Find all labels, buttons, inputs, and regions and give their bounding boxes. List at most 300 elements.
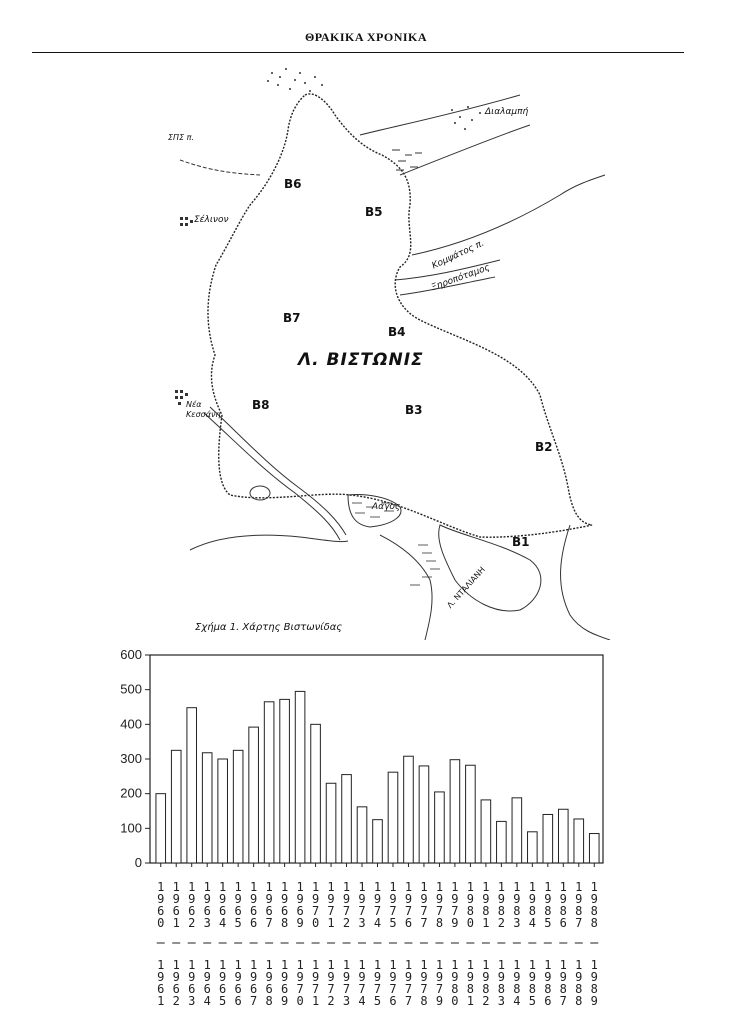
x-tick-label: 1 bbox=[311, 994, 320, 1008]
x-tick-label: 9 bbox=[327, 892, 335, 906]
x-tick-label: 1 bbox=[544, 880, 552, 894]
x-tick-label: 8 bbox=[466, 904, 475, 918]
x-tick-label: 1 bbox=[265, 958, 273, 972]
x-tick-label: 7 bbox=[404, 982, 413, 996]
lake-map bbox=[100, 55, 620, 640]
bar bbox=[233, 750, 243, 863]
x-tick-label: 1 bbox=[250, 958, 258, 972]
x-tick-label: 7 bbox=[342, 904, 351, 918]
x-tick-label: 1 bbox=[157, 958, 165, 972]
bar bbox=[512, 798, 522, 863]
x-tick-label: 9 bbox=[559, 970, 567, 984]
x-tick-label: 6 bbox=[219, 982, 227, 996]
x-tick-label: 5 bbox=[389, 916, 397, 930]
bar bbox=[264, 702, 274, 863]
bar bbox=[481, 800, 491, 863]
bar bbox=[466, 765, 476, 863]
x-tick-label: 1 bbox=[389, 958, 397, 972]
x-tick-label: 8 bbox=[482, 982, 490, 996]
northeast-river-2 bbox=[400, 125, 530, 175]
x-tick-label: 1 bbox=[157, 994, 165, 1008]
bar bbox=[249, 727, 259, 863]
x-tick-label: 3 bbox=[358, 916, 366, 930]
x-tick-label: 7 bbox=[420, 904, 428, 918]
x-tick-label: 6 bbox=[234, 994, 242, 1008]
x-tick-label: 9 bbox=[482, 892, 490, 906]
x-tick-label: 8 bbox=[497, 982, 505, 996]
x-tick-label: 1 bbox=[497, 958, 505, 972]
x-tick-label: 1 bbox=[482, 880, 490, 894]
x-tick-label: 9 bbox=[404, 892, 413, 906]
x-tick-label: 8 bbox=[528, 982, 536, 996]
x-tick-label: 6 bbox=[219, 904, 227, 918]
x-tick-label: 4 bbox=[203, 994, 211, 1008]
x-tick-label: 9 bbox=[435, 892, 444, 906]
x-tick-label: 6 bbox=[265, 904, 273, 918]
x-tick-label: 0 bbox=[157, 916, 165, 930]
x-tick-label: 9 bbox=[219, 892, 227, 906]
x-tick-label: 1 bbox=[342, 880, 351, 894]
x-tick-label: 4 bbox=[358, 994, 366, 1008]
map-caption: Σχήμα 1. Χάρτης Βιστωνίδας bbox=[195, 622, 343, 633]
y-tick-label: 100 bbox=[120, 820, 142, 836]
x-tick-label: 7 bbox=[373, 904, 382, 918]
x-tick-label: 1 bbox=[327, 916, 335, 930]
x-tick-label: 9 bbox=[404, 970, 413, 984]
x-tick-label: 2 bbox=[497, 916, 505, 930]
x-tick-label: 8 bbox=[280, 916, 289, 930]
station-b4-label: B4 bbox=[388, 325, 406, 339]
bar-chart bbox=[95, 640, 615, 1015]
x-tick-label: 2 bbox=[482, 994, 490, 1008]
x-tick-label: 8 bbox=[466, 982, 475, 996]
x-tick-label: 6 bbox=[250, 982, 258, 996]
x-tick-label: 1 bbox=[188, 958, 196, 972]
x-tick-label: 3 bbox=[342, 994, 351, 1008]
x-tick-label: 7 bbox=[373, 982, 382, 996]
x-tick-label: 0 bbox=[451, 994, 459, 1008]
x-tick-label: 6 bbox=[544, 994, 552, 1008]
bar bbox=[589, 834, 599, 863]
x-tick-label: 6 bbox=[172, 982, 180, 996]
x-tick-label: 1 bbox=[451, 958, 459, 972]
x-tick-label: 7 bbox=[342, 982, 351, 996]
x-tick-label: 9 bbox=[528, 970, 536, 984]
x-tick-label: 1 bbox=[435, 958, 444, 972]
bar bbox=[280, 699, 290, 863]
x-tick-label: 9 bbox=[250, 970, 258, 984]
x-tick-label: 1 bbox=[404, 880, 413, 894]
x-tick-label: 7 bbox=[358, 904, 366, 918]
x-tick-label: 7 bbox=[451, 904, 459, 918]
x-tick-label: 7 bbox=[420, 982, 428, 996]
x-tick-label: 9 bbox=[219, 970, 227, 984]
x-tick-label: 1 bbox=[420, 958, 428, 972]
x-tick-label: 9 bbox=[544, 892, 552, 906]
x-tick-label: 9 bbox=[528, 892, 536, 906]
x-tick-label: 7 bbox=[358, 982, 366, 996]
x-tick-label: 1 bbox=[250, 880, 258, 894]
x-tick-label: 1 bbox=[482, 958, 490, 972]
x-tick-label: 6 bbox=[296, 904, 304, 918]
road-label: ΣΠΣ π. bbox=[168, 133, 195, 142]
x-tick-label: 7 bbox=[404, 904, 413, 918]
x-tick-label: 8 bbox=[559, 982, 567, 996]
x-tick-label: 9 bbox=[172, 970, 180, 984]
x-tick-label: 7 bbox=[404, 994, 413, 1008]
x-tick-label: 8 bbox=[497, 904, 505, 918]
x-tick-label: 2 bbox=[342, 916, 351, 930]
x-tick-label: 9 bbox=[590, 994, 598, 1008]
x-tick-label: 1 bbox=[296, 958, 304, 972]
x-tick-label: 9 bbox=[280, 994, 289, 1008]
x-tick-label: 1 bbox=[513, 958, 521, 972]
x-tick-label: 8 bbox=[513, 904, 521, 918]
x-tick-label: 9 bbox=[451, 970, 459, 984]
journal-header: ΘΡΑΚΙΚΑ ΧΡΟΝΙΚΑ bbox=[304, 30, 428, 44]
x-tick-label: 5 bbox=[219, 994, 227, 1008]
x-tick-label: 7 bbox=[420, 916, 428, 930]
x-tick-label: 9 bbox=[234, 892, 242, 906]
x-tick-label: 9 bbox=[265, 892, 273, 906]
x-tick-label: 4 bbox=[513, 994, 521, 1008]
x-tick-label: 3 bbox=[497, 994, 505, 1008]
y-tick-label: 200 bbox=[120, 785, 142, 801]
lagos-label: Λάγος bbox=[372, 502, 401, 512]
x-tick-label: 1 bbox=[466, 880, 475, 894]
x-tick-label: 8 bbox=[575, 982, 583, 996]
x-tick-label: 8 bbox=[590, 982, 598, 996]
station-b7-label: B7 bbox=[283, 311, 301, 325]
x-tick-label: 9 bbox=[311, 970, 320, 984]
x-tick-label: 5 bbox=[528, 994, 536, 1008]
bar bbox=[543, 814, 553, 863]
x-tick-label: 1 bbox=[404, 958, 413, 972]
x-tick-label: 9 bbox=[296, 916, 304, 930]
x-tick-label: 1 bbox=[311, 958, 320, 972]
x-tick-label: 1 bbox=[327, 958, 335, 972]
north-marsh bbox=[267, 68, 323, 92]
x-tick-label: 1 bbox=[219, 880, 227, 894]
x-tick-label: 6 bbox=[404, 916, 413, 930]
x-tick-label: 9 bbox=[590, 892, 598, 906]
bar bbox=[373, 820, 383, 863]
east-stream bbox=[412, 175, 605, 255]
x-tick-label: 7 bbox=[250, 994, 258, 1008]
x-tick-label: 1 bbox=[311, 880, 320, 894]
dialampi-label: Διαλαμπή bbox=[485, 107, 529, 117]
selinon-village bbox=[180, 217, 193, 226]
bar bbox=[311, 724, 321, 863]
x-tick-label: 1 bbox=[559, 958, 567, 972]
x-tick-label: 8 bbox=[590, 904, 598, 918]
x-tick-label: 9 bbox=[590, 970, 598, 984]
x-tick-label: 1 bbox=[528, 958, 536, 972]
x-tick-label: 5 bbox=[373, 994, 382, 1008]
bar bbox=[388, 772, 398, 863]
x-tick-label: 9 bbox=[420, 892, 428, 906]
x-tick-label: 8 bbox=[575, 904, 583, 918]
x-tick-label: 6 bbox=[250, 904, 258, 918]
x-tick-label: 1 bbox=[280, 880, 289, 894]
x-tick-label: 1 bbox=[234, 880, 242, 894]
x-tick-label: 9 bbox=[451, 892, 459, 906]
bar bbox=[202, 753, 212, 863]
x-tick-label: 9 bbox=[296, 970, 304, 984]
x-tick-label: 9 bbox=[466, 970, 475, 984]
x-tick-label: 9 bbox=[513, 892, 521, 906]
northwest-road bbox=[180, 160, 260, 175]
bar bbox=[218, 759, 228, 863]
x-tick-label: 6 bbox=[157, 904, 165, 918]
x-tick-label: 1 bbox=[172, 916, 180, 930]
x-tick-label: 1 bbox=[575, 880, 583, 894]
x-tick-label: 1 bbox=[342, 958, 351, 972]
x-tick-label: 1 bbox=[280, 958, 289, 972]
x-tick-label: 1 bbox=[590, 880, 598, 894]
x-tick-label: 8 bbox=[482, 904, 490, 918]
x-tick-label: 9 bbox=[544, 970, 552, 984]
y-tick-label: 400 bbox=[120, 716, 142, 732]
bar bbox=[342, 775, 352, 863]
x-tick-label: 1 bbox=[219, 958, 227, 972]
x-tick-label: 6 bbox=[234, 904, 242, 918]
y-tick-label: 600 bbox=[120, 647, 142, 662]
station-b1-label: B1 bbox=[512, 535, 530, 549]
bar bbox=[558, 809, 568, 863]
x-tick-label: 8 bbox=[544, 904, 552, 918]
x-tick-label: 7 bbox=[559, 994, 567, 1008]
lake-shoreline bbox=[208, 94, 592, 537]
station-b8-label: B8 bbox=[252, 398, 270, 412]
x-tick-label: 9 bbox=[157, 970, 165, 984]
x-tick-label: 9 bbox=[327, 970, 335, 984]
x-tick-label: 7 bbox=[389, 982, 397, 996]
lagoon-channel bbox=[380, 535, 432, 640]
x-tick-label: 8 bbox=[265, 994, 273, 1008]
station-b3-label: B3 bbox=[405, 403, 423, 417]
x-tick-label: 9 bbox=[373, 892, 382, 906]
bar bbox=[574, 819, 584, 863]
xeropotamos-label: Ξηροπόταμος bbox=[430, 262, 492, 294]
x-tick-label: 9 bbox=[234, 970, 242, 984]
x-tick-label: 1 bbox=[358, 880, 366, 894]
header-rule bbox=[32, 52, 684, 53]
x-tick-label: 9 bbox=[389, 892, 397, 906]
x-tick-label: 9 bbox=[451, 916, 459, 930]
x-tick-label: 6 bbox=[265, 982, 273, 996]
x-tick-label: 6 bbox=[389, 994, 397, 1008]
bar bbox=[497, 821, 507, 863]
x-tick-label: 7 bbox=[435, 904, 444, 918]
x-tick-label: 1 bbox=[203, 958, 211, 972]
x-tick-label: 7 bbox=[265, 916, 273, 930]
x-tick-label: 8 bbox=[544, 982, 552, 996]
x-tick-label: 9 bbox=[188, 970, 196, 984]
x-tick-label: 9 bbox=[513, 970, 521, 984]
x-tick-label: 9 bbox=[497, 892, 505, 906]
x-tick-label: 6 bbox=[203, 904, 211, 918]
x-tick-label: 9 bbox=[203, 970, 211, 984]
x-tick-label: 9 bbox=[575, 970, 583, 984]
x-tick-label: 5 bbox=[234, 916, 242, 930]
bar bbox=[187, 708, 197, 863]
x-tick-label: 6 bbox=[188, 982, 196, 996]
bar bbox=[171, 750, 181, 863]
x-tick-label: 7 bbox=[327, 982, 335, 996]
station-b5-label: B5 bbox=[365, 205, 383, 219]
x-tick-label: 1 bbox=[497, 880, 505, 894]
lake-name-label: Λ. ΒΙΣΤΩΝΙΣ bbox=[298, 350, 424, 370]
bar bbox=[528, 832, 538, 863]
bar bbox=[326, 783, 336, 863]
x-tick-label: 7 bbox=[327, 904, 335, 918]
x-tick-label: 4 bbox=[219, 916, 227, 930]
x-tick-label: 7 bbox=[311, 904, 320, 918]
bar bbox=[435, 792, 445, 863]
x-tick-label: 9 bbox=[280, 892, 289, 906]
x-tick-label: 8 bbox=[513, 982, 521, 996]
south-marsh-hatch bbox=[410, 545, 440, 585]
x-tick-label: 9 bbox=[559, 892, 567, 906]
bar bbox=[419, 766, 429, 863]
x-tick-label: 1 bbox=[451, 880, 459, 894]
x-tick-label: 1 bbox=[590, 958, 598, 972]
x-tick-label: 8 bbox=[435, 916, 444, 930]
x-tick-label: 8 bbox=[420, 994, 428, 1008]
x-tick-label: 9 bbox=[358, 970, 366, 984]
west-coast-line bbox=[210, 407, 346, 535]
x-tick-label: 7 bbox=[296, 982, 304, 996]
x-tick-label: 9 bbox=[435, 994, 444, 1008]
south-coast bbox=[561, 525, 610, 640]
selinon-label: Σέλινον bbox=[194, 215, 229, 225]
x-tick-label: 3 bbox=[203, 916, 211, 930]
x-tick-label: 1 bbox=[544, 958, 552, 972]
x-tick-label: 9 bbox=[358, 892, 366, 906]
x-tick-label: 9 bbox=[466, 892, 475, 906]
x-tick-label: 6 bbox=[280, 904, 289, 918]
bar bbox=[295, 691, 305, 863]
x-tick-label: 1 bbox=[172, 880, 180, 894]
x-tick-label: 9 bbox=[482, 970, 490, 984]
x-tick-label: 0 bbox=[466, 916, 475, 930]
x-tick-label: 9 bbox=[342, 970, 351, 984]
x-tick-label: 9 bbox=[250, 892, 258, 906]
x-tick-label: 6 bbox=[172, 904, 180, 918]
west-coast-line-2 bbox=[204, 413, 340, 540]
x-tick-label: 9 bbox=[435, 970, 444, 984]
x-tick-label: 6 bbox=[203, 982, 211, 996]
x-tick-label: 1 bbox=[327, 880, 335, 894]
x-tick-label: 4 bbox=[528, 916, 536, 930]
x-tick-label: 1 bbox=[373, 880, 382, 894]
x-tick-label: 1 bbox=[466, 994, 475, 1008]
map-drawing bbox=[100, 55, 620, 640]
y-tick-label: 500 bbox=[120, 681, 142, 697]
x-tick-label: 9 bbox=[497, 970, 505, 984]
x-tick-label: 1 bbox=[513, 880, 521, 894]
bar bbox=[156, 794, 166, 863]
x-tick-label: 7 bbox=[311, 982, 320, 996]
x-tick-label: 6 bbox=[559, 916, 567, 930]
x-tick-label: 7 bbox=[575, 916, 583, 930]
x-tick-label: 2 bbox=[188, 916, 196, 930]
x-tick-label: 5 bbox=[544, 916, 552, 930]
x-tick-label: 1 bbox=[358, 958, 366, 972]
y-tick-label: 0 bbox=[134, 855, 142, 870]
x-tick-label: 1 bbox=[466, 958, 475, 972]
east-marsh bbox=[392, 150, 422, 170]
x-tick-label: 9 bbox=[296, 892, 304, 906]
x-tick-label: 6 bbox=[157, 982, 165, 996]
x-tick-label: 1 bbox=[234, 958, 242, 972]
southwest-road bbox=[190, 535, 348, 550]
bar bbox=[404, 756, 414, 863]
bar bbox=[357, 807, 367, 863]
x-tick-label: 9 bbox=[575, 892, 583, 906]
x-tick-label: 1 bbox=[420, 880, 428, 894]
x-tick-label: 1 bbox=[157, 880, 165, 894]
x-tick-label: 9 bbox=[420, 970, 428, 984]
x-tick-label: 8 bbox=[559, 904, 567, 918]
x-tick-label: 1 bbox=[435, 880, 444, 894]
x-tick-label: 9 bbox=[203, 892, 211, 906]
x-tick-label: 1 bbox=[188, 880, 196, 894]
x-tick-label: 9 bbox=[311, 892, 320, 906]
x-tick-label: 7 bbox=[389, 904, 397, 918]
x-tick-label: 8 bbox=[528, 904, 536, 918]
x-tick-label: 1 bbox=[389, 880, 397, 894]
x-tick-label: 6 bbox=[280, 982, 289, 996]
kompsatos-label: Κομψάτος π. bbox=[430, 238, 486, 272]
ntaliani-label: Λ. ΝΤΑΛΙΑΝΗ bbox=[445, 565, 487, 610]
x-tick-label: 6 bbox=[250, 916, 258, 930]
x-tick-label: 9 bbox=[342, 892, 351, 906]
x-tick-label: 1 bbox=[482, 916, 490, 930]
x-tick-label: 9 bbox=[188, 892, 196, 906]
x-tick-label: 8 bbox=[451, 982, 459, 996]
x-tick-label: 1 bbox=[575, 958, 583, 972]
x-tick-label: 9 bbox=[172, 892, 180, 906]
station-b6-label: B6 bbox=[284, 177, 302, 191]
x-tick-label: 3 bbox=[513, 916, 521, 930]
x-tick-label: 1 bbox=[528, 880, 536, 894]
y-tick-label: 300 bbox=[120, 751, 142, 766]
station-b2-label: B2 bbox=[535, 440, 553, 454]
x-tick-label: 1 bbox=[203, 880, 211, 894]
x-tick-label: 6 bbox=[188, 904, 196, 918]
x-tick-label: 9 bbox=[389, 970, 397, 984]
x-tick-label: 3 bbox=[188, 994, 196, 1008]
x-tick-label: 8 bbox=[590, 916, 598, 930]
x-tick-label: 2 bbox=[327, 994, 335, 1008]
x-tick-label: 0 bbox=[311, 916, 320, 930]
x-tick-label: 7 bbox=[435, 982, 444, 996]
bar bbox=[450, 760, 460, 863]
x-tick-label: 2 bbox=[172, 994, 180, 1008]
x-tick-label: 9 bbox=[373, 970, 382, 984]
x-tick-label: 1 bbox=[559, 880, 567, 894]
x-tick-label: 1 bbox=[296, 880, 304, 894]
x-tick-label: 9 bbox=[280, 970, 289, 984]
plot-area bbox=[120, 647, 603, 1008]
x-tick-label: 6 bbox=[234, 982, 242, 996]
x-tick-label: 8 bbox=[575, 994, 583, 1008]
x-tick-label: 1 bbox=[373, 958, 382, 972]
x-tick-label: 1 bbox=[265, 880, 273, 894]
x-tick-label: 9 bbox=[157, 892, 165, 906]
